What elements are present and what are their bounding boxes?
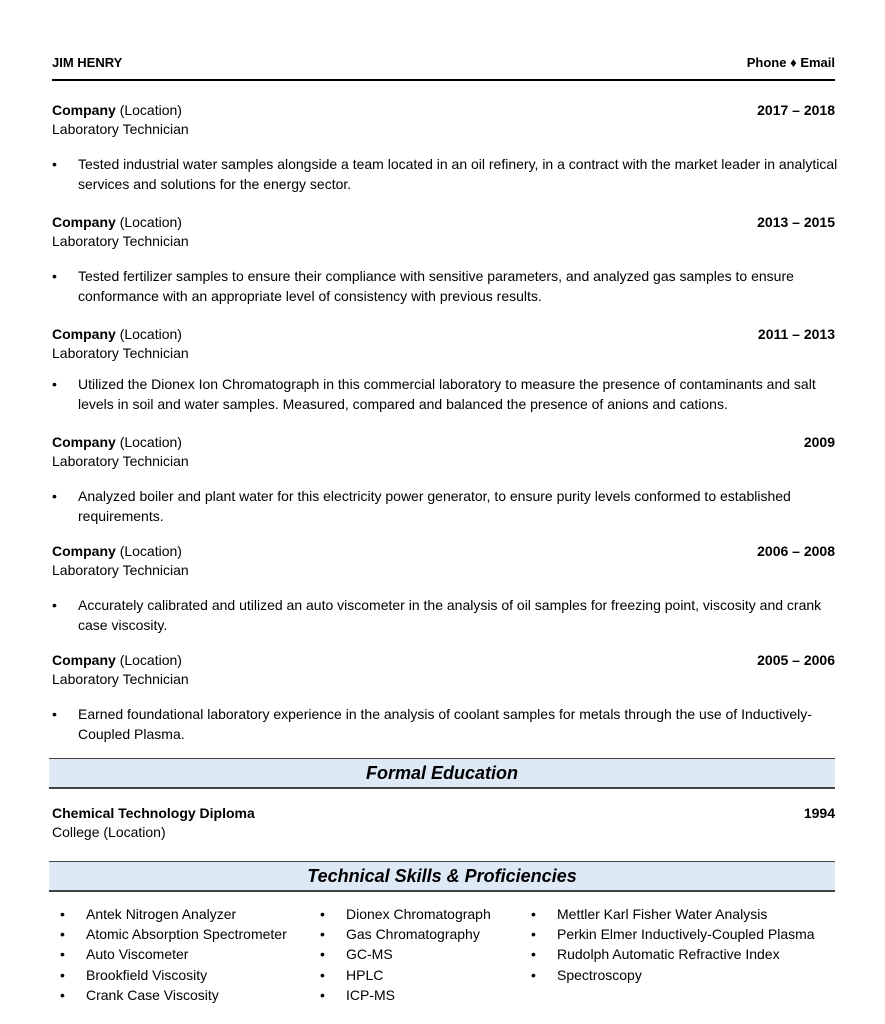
job-bullet [52,487,838,526]
company-location: (Location) [119,652,182,668]
skill-item [52,904,287,924]
skills-column [52,904,287,1005]
skill-label: Brookfield Viscosity [86,966,208,983]
bullet-icon: • [531,926,536,943]
skills-column [312,904,491,1005]
job-bullet-text: Tested industrial water samples alongside a team located in an oil refinery, in a contract with the market leader in analytical services and solutions for the energy sector. [78,156,838,192]
bullet-icon: • [52,488,57,504]
skill-item [312,944,491,964]
bullet-icon: • [320,926,325,943]
job-bullet [52,375,838,414]
skill-item [52,944,287,964]
company-name: Company [52,326,116,342]
bullet-icon: • [52,376,57,392]
company-name: Company [52,214,116,230]
job-title: Laboratory Technician [52,345,189,361]
job-bullet-text: Earned foundational laboratory experience in the analysis of coolant samples for metals through the use of Inductively-Coupled Plasma. [78,706,812,742]
skill-label: HPLC [346,966,384,983]
section-heading-education: Formal Education [49,758,835,789]
company-name: Company [52,434,116,450]
skill-label: Spectroscopy [557,966,642,983]
skill-label: Rudolph Automatic Refractive Index [557,946,780,963]
company-name: Company [52,543,116,559]
job-title: Laboratory Technician [52,562,189,578]
resume-header [52,55,835,71]
job-entry [52,325,835,414]
job-title: Laboratory Technician [52,671,189,687]
job-bullet-text: Analyzed boiler and plant water for this electricity power generator, to ensure purity levels conformed to established requirements. [78,488,791,524]
skill-item [523,965,815,985]
company-location: (Location) [119,214,182,230]
bullet-icon: • [320,946,325,963]
skill-item [312,965,491,985]
job-dates: 2009 [803,434,835,450]
skill-label: Gas Chromatography [346,926,480,943]
candidate-name: JIM HENRY [52,55,123,70]
job-dates: 2011 – 2013 [757,326,835,342]
job-entry [52,433,835,526]
education-entry [52,804,835,842]
skill-label: GC-MS [346,946,393,963]
skill-item [523,904,815,924]
bullet-icon: • [52,706,57,722]
bullet-icon: • [531,946,536,963]
degree-name: Chemical Technology Diploma [52,805,255,821]
skill-item [52,985,287,1005]
header-divider [52,79,835,81]
job-bullet-text: Tested fertilizer samples to ensure their compliance with sensitive parameters, and analyzed gas samples to ensure conformance with an appropriate level of consistency with previous results. [78,268,794,304]
skill-item [52,924,287,944]
skill-item [523,924,815,944]
company-name: Company [52,652,116,668]
bullet-icon: • [60,906,65,922]
job-bullet [52,267,838,306]
skill-label: Mettler Karl Fisher Water Analysis [557,906,768,922]
job-dates: 2017 – 2018 [757,102,835,118]
job-entry [52,213,835,306]
school-name: College (Location) [52,824,166,840]
graduation-year: 1994 [803,805,835,821]
company-location: (Location) [119,543,182,559]
job-title: Laboratory Technician [52,121,189,137]
skill-label: Antek Nitrogen Analyzer [86,906,237,922]
company-location: (Location) [119,326,182,342]
bullet-icon: • [320,906,325,922]
bullet-icon: • [60,986,65,1003]
skill-item [312,985,491,1005]
job-bullet [52,705,838,744]
bullet-icon: • [531,966,536,983]
skill-item [52,965,287,985]
bullet-icon: • [60,946,65,963]
company-name: Company [52,102,116,118]
bullet-icon: • [60,926,65,943]
company-location: (Location) [119,434,182,450]
bullet-icon: • [52,597,57,613]
skill-label: Atomic Absorption Spectrometer [86,926,287,943]
bullet-icon: • [52,268,57,284]
job-bullet [52,155,838,194]
skill-label: Auto Viscometer [86,946,189,963]
job-entry [52,542,835,635]
bullet-icon: • [320,986,325,1003]
job-entry [52,101,838,194]
job-dates: 2013 – 2015 [757,214,835,230]
section-heading-skills: Technical Skills & Proficiencies [49,861,835,892]
skill-item [523,944,815,964]
skill-item [312,924,491,944]
job-title: Laboratory Technician [52,233,189,249]
skill-label: Crank Case Viscosity [86,986,219,1003]
skills-column [523,904,815,985]
job-dates: 2005 – 2006 [757,652,835,668]
job-bullet-text: Accurately calibrated and utilized an auto viscometer in the analysis of oil samples for freezing point, viscosity and crank case viscosity. [78,597,822,633]
bullet-icon: • [320,966,325,983]
skill-item [312,904,491,924]
skill-label: ICP-MS [346,986,395,1003]
job-bullet-text: Utilized the Dionex Ion Chromatograph in this commercial laboratory to measure the presence of contaminants and salt levels in soil and water samples. Measured, compared and balanced the presence of anions and cations. [78,376,816,412]
job-entry [52,651,835,744]
bullet-icon: • [60,966,65,983]
job-dates: 2006 – 2008 [757,543,835,559]
job-bullet [52,596,838,635]
skill-label: Dionex Chromatograph [346,906,491,922]
bullet-icon: • [52,156,57,172]
skill-label: Perkin Elmer Inductively-Coupled Plasma [557,926,815,943]
job-title: Laboratory Technician [52,453,189,469]
contact-info: Phone ♦ Email [746,55,835,70]
company-location: (Location) [119,102,182,118]
bullet-icon: • [531,906,536,922]
